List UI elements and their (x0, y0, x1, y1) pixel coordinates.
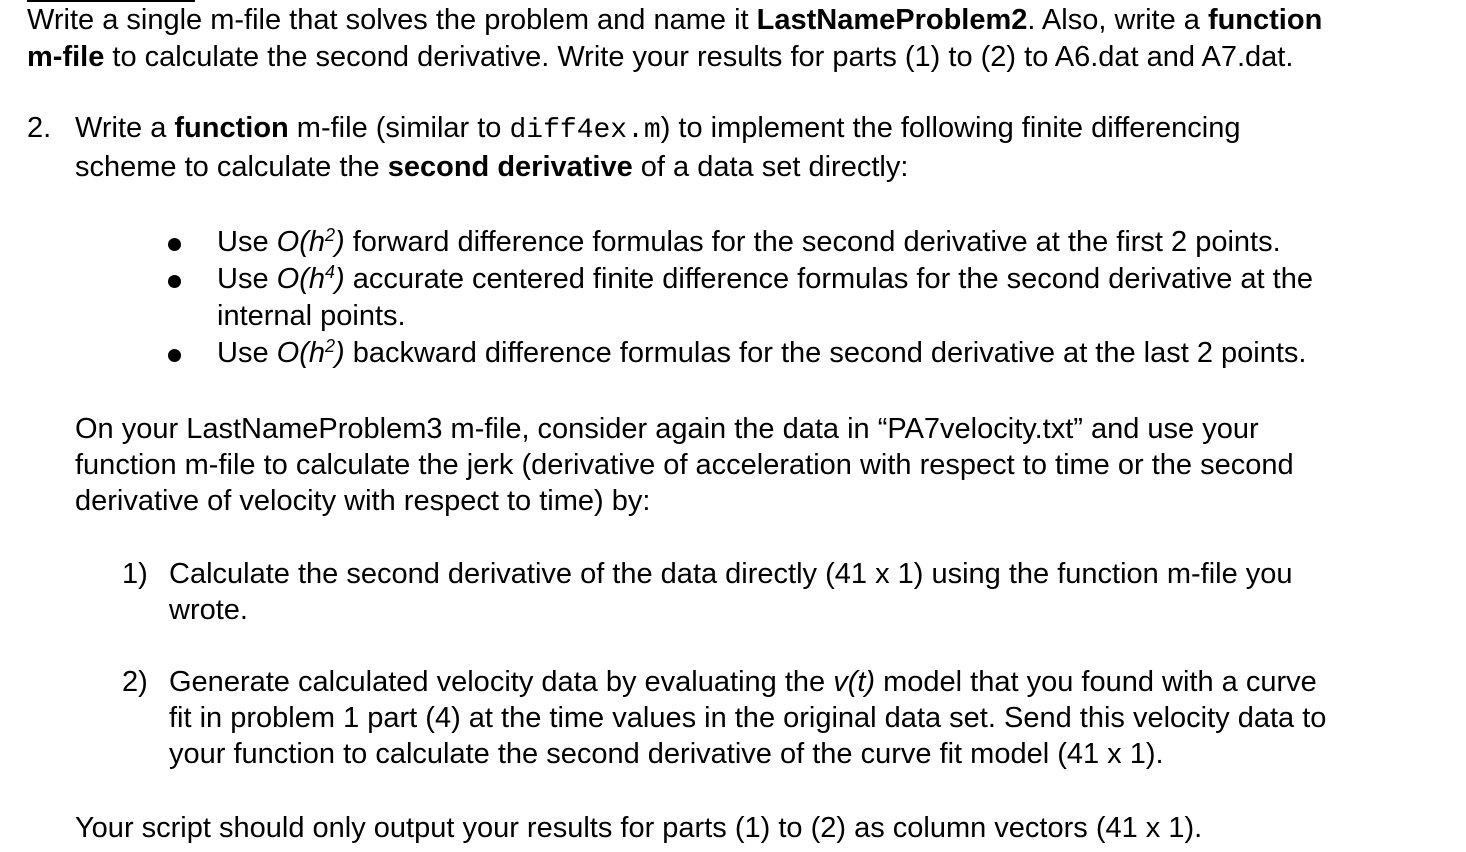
question-2-text (75, 110, 1241, 186)
paragraph-line: derivative of velocity with respect to time) by: (75, 485, 651, 517)
question-2-line-1 (75, 110, 1241, 149)
question-text: scheme to calculate the (75, 151, 388, 183)
question-text: ) to implement the following finite differencing (660, 112, 1241, 144)
order-base: O(h (276, 337, 325, 369)
order-close: ) (335, 226, 345, 258)
big-o-notation (277, 226, 345, 258)
order-exponent: 2 (324, 225, 335, 245)
paragraph-line: function m-file to calculate the jerk (derivative of acceleration with respect to time or the second (75, 449, 1294, 481)
bullet-text (217, 261, 1466, 335)
order-base: O(h (276, 226, 325, 258)
question-number: 2. (27, 112, 52, 144)
second-derivative-bold: second derivative (387, 151, 633, 183)
bullet-line-continued: internal points. (217, 300, 406, 332)
question-text: Write a (75, 112, 175, 144)
big-o-notation (277, 263, 345, 295)
bullet-description: backward difference formulas for the second derivative at the last 2 points. (344, 337, 1307, 369)
question-text: m-file (similar to (288, 112, 510, 144)
subitem-2 (169, 664, 1326, 772)
intro-paragraph (27, 2, 1322, 76)
order-close: ) (335, 263, 345, 295)
subitem-line: wrote. (169, 594, 248, 626)
bullet-line (217, 224, 1466, 261)
closing-statement (75, 810, 1202, 847)
bullet-item (0, 224, 1466, 261)
order-exponent: 4 (324, 262, 335, 282)
subitem-number: 1) (122, 558, 148, 590)
intro-line-2 (27, 39, 1322, 76)
paragraph-line: On your LastNameProblem3 m-file, consider again the data in “PA7velocity.txt” and use your (75, 413, 1259, 445)
subitem-line: your function to calculate the second derivative of the curve fit model (41 x 1). (169, 738, 1164, 770)
bullet-line (217, 261, 1466, 298)
intro-text: . Also, write a (1027, 4, 1208, 36)
intro-mfile-bold: m-file (27, 41, 105, 73)
jerk-paragraph (75, 411, 1294, 519)
subitem-line (169, 664, 1326, 700)
bullet-line (217, 335, 1466, 372)
code-filename: diff4ex.m (509, 115, 661, 146)
bullet-prefix: Use (217, 263, 277, 295)
intro-text: Write a single m-file that solves the problem and name it (27, 4, 757, 36)
order-exponent: 2 (324, 336, 335, 356)
velocity-model-italic: v(t) (833, 666, 876, 698)
question-text: of a data set directly: (632, 151, 909, 183)
subitem-line: Calculate the second derivative of the data directly (41 x 1) using the function m-file you (169, 558, 1293, 590)
intro-text: to calculate the second derivative. Write your results for parts (1) to (2) to A6.dat and A7.dat. (104, 41, 1294, 73)
closing-line: Your script should only output your results for parts (1) to (2) as column vectors (41 x 1). (75, 812, 1203, 844)
question-2-line-2 (75, 149, 1241, 186)
subitem-text: Generate calculated velocity data by evaluating the (169, 666, 834, 698)
intro-function-bold: function (1207, 4, 1323, 36)
bullet-description: accurate centered finite difference formulas for the second derivative at the (344, 263, 1313, 295)
order-base: O(h (276, 263, 325, 295)
bullet-text (217, 224, 1466, 261)
bullet-description: forward difference formulas for the second derivative at the first 2 points. (344, 226, 1281, 258)
subitem-text: model that you found with a curve (875, 666, 1317, 698)
intro-line-1 (27, 2, 1322, 39)
bullet-prefix: Use (217, 337, 277, 369)
bullet-item (0, 261, 1466, 335)
bullet-item (0, 335, 1466, 372)
bullet-dot-icon (168, 238, 181, 251)
order-close: ) (335, 337, 345, 369)
big-o-notation (277, 337, 345, 369)
subitem-line: fit in problem 1 part (4) at the time values in the original data set. Send this velocity data to (169, 702, 1327, 734)
bullet-dot-icon (168, 349, 181, 362)
question-function-bold: function (174, 112, 289, 144)
subitem-number: 2) (122, 666, 148, 698)
subitem-1 (169, 556, 1293, 628)
intro-filename-bold: LastNameProblem2 (756, 4, 1028, 36)
bullet-prefix: Use (217, 226, 277, 258)
bullet-list (0, 224, 1466, 372)
bullet-text (217, 335, 1466, 372)
bullet-dot-icon (168, 275, 181, 288)
